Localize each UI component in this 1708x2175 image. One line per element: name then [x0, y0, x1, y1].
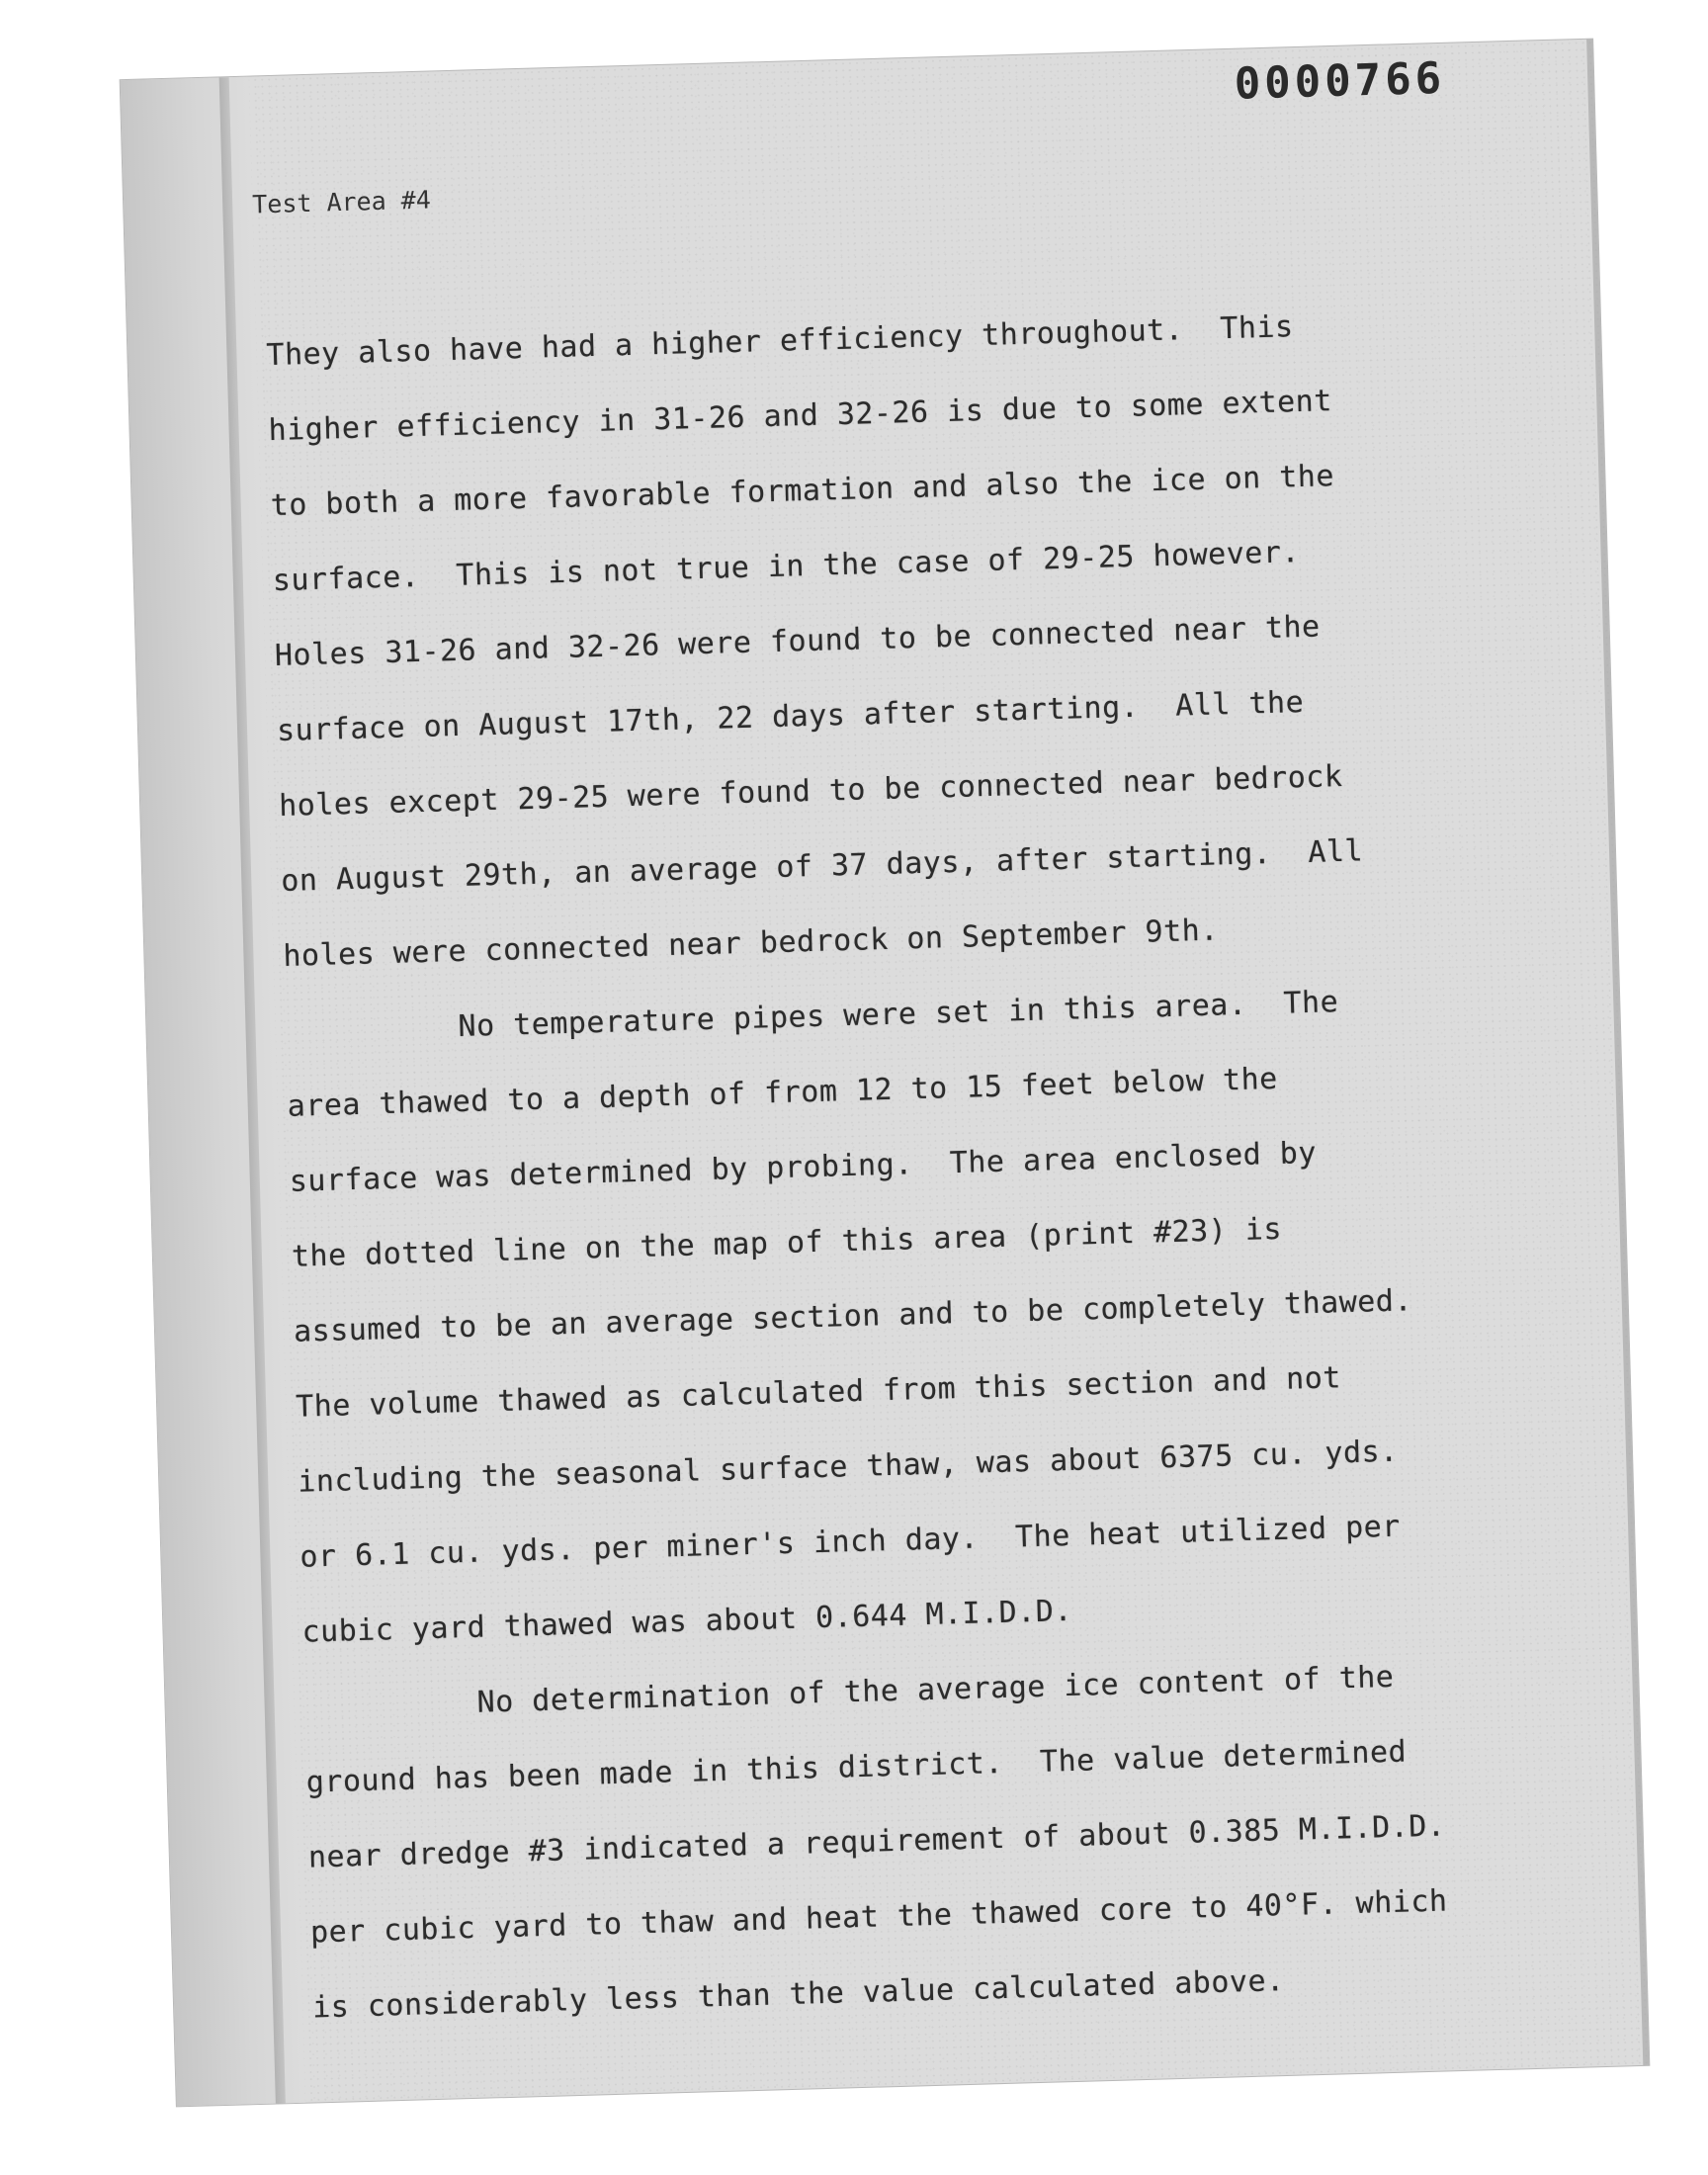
- text-line: is considerably less than the value calculated above.: [311, 1963, 1286, 2026]
- text-line: per cubic yard to thaw and heat the thawed core to 40°F. which: [309, 1883, 1448, 1951]
- text-line: higher efficiency in 31-26 and 32-26 is due to some extent: [268, 384, 1333, 449]
- text-line: area thawed to a depth of from 12 to 15 feet below the: [287, 1061, 1279, 1124]
- text-line: No temperature pipes were set in this area. The: [458, 985, 1339, 1045]
- text-line: Holes 31-26 and 32-26 were found to be connected near the: [274, 609, 1322, 674]
- text-line: They also have had a higher efficiency throughout. This: [266, 309, 1295, 374]
- text-line: including the seasonal surface thaw, was about 6375 cu. yds.: [297, 1434, 1400, 1500]
- text-line: surface was determined by probing. The area enclosed by: [289, 1135, 1318, 1199]
- text-line: The volume thawed as calculated from this section and not: [295, 1360, 1342, 1425]
- scanned-page: [121, 40, 1650, 2107]
- text-line: cubic yard thawed was about 0.644 M.I.D.D.: [301, 1593, 1073, 1650]
- document-number: 0000766: [1234, 52, 1446, 110]
- text-line: the dotted line on the map of this area (print #23) is: [291, 1211, 1283, 1274]
- text-line: on August 29th, an average of 37 days, after starting. All: [280, 833, 1364, 899]
- text-line: ground has been made in this district. The value determined: [305, 1734, 1408, 1800]
- text-line: assumed to be an average section and to be completely thawed.: [293, 1283, 1413, 1349]
- text-line: No determination of the average ice content of the: [476, 1659, 1395, 1720]
- section-header: Test Area #4: [251, 185, 432, 219]
- text-line: holes were connected near bedrock on September 9th.: [282, 913, 1220, 974]
- page-right-edge: [1586, 40, 1649, 2065]
- text-line: or 6.1 cu. yds. per miner's inch day. The heat utilized per: [299, 1509, 1402, 1575]
- text-line: holes except 29-25 were found to be connected near bedrock: [278, 758, 1343, 824]
- body-text: [265, 283, 1578, 2045]
- text-line: surface on August 17th, 22 days after starting. All the: [276, 685, 1305, 749]
- text-line: near dredge #3 indicated a requirement of about 0.385 M.I.D.D.: [307, 1808, 1446, 1875]
- text-line: to both a more favorable formation and also the ice on the: [270, 459, 1335, 524]
- text-line: surface. This is not true in the case of 29-25 however.: [272, 535, 1301, 599]
